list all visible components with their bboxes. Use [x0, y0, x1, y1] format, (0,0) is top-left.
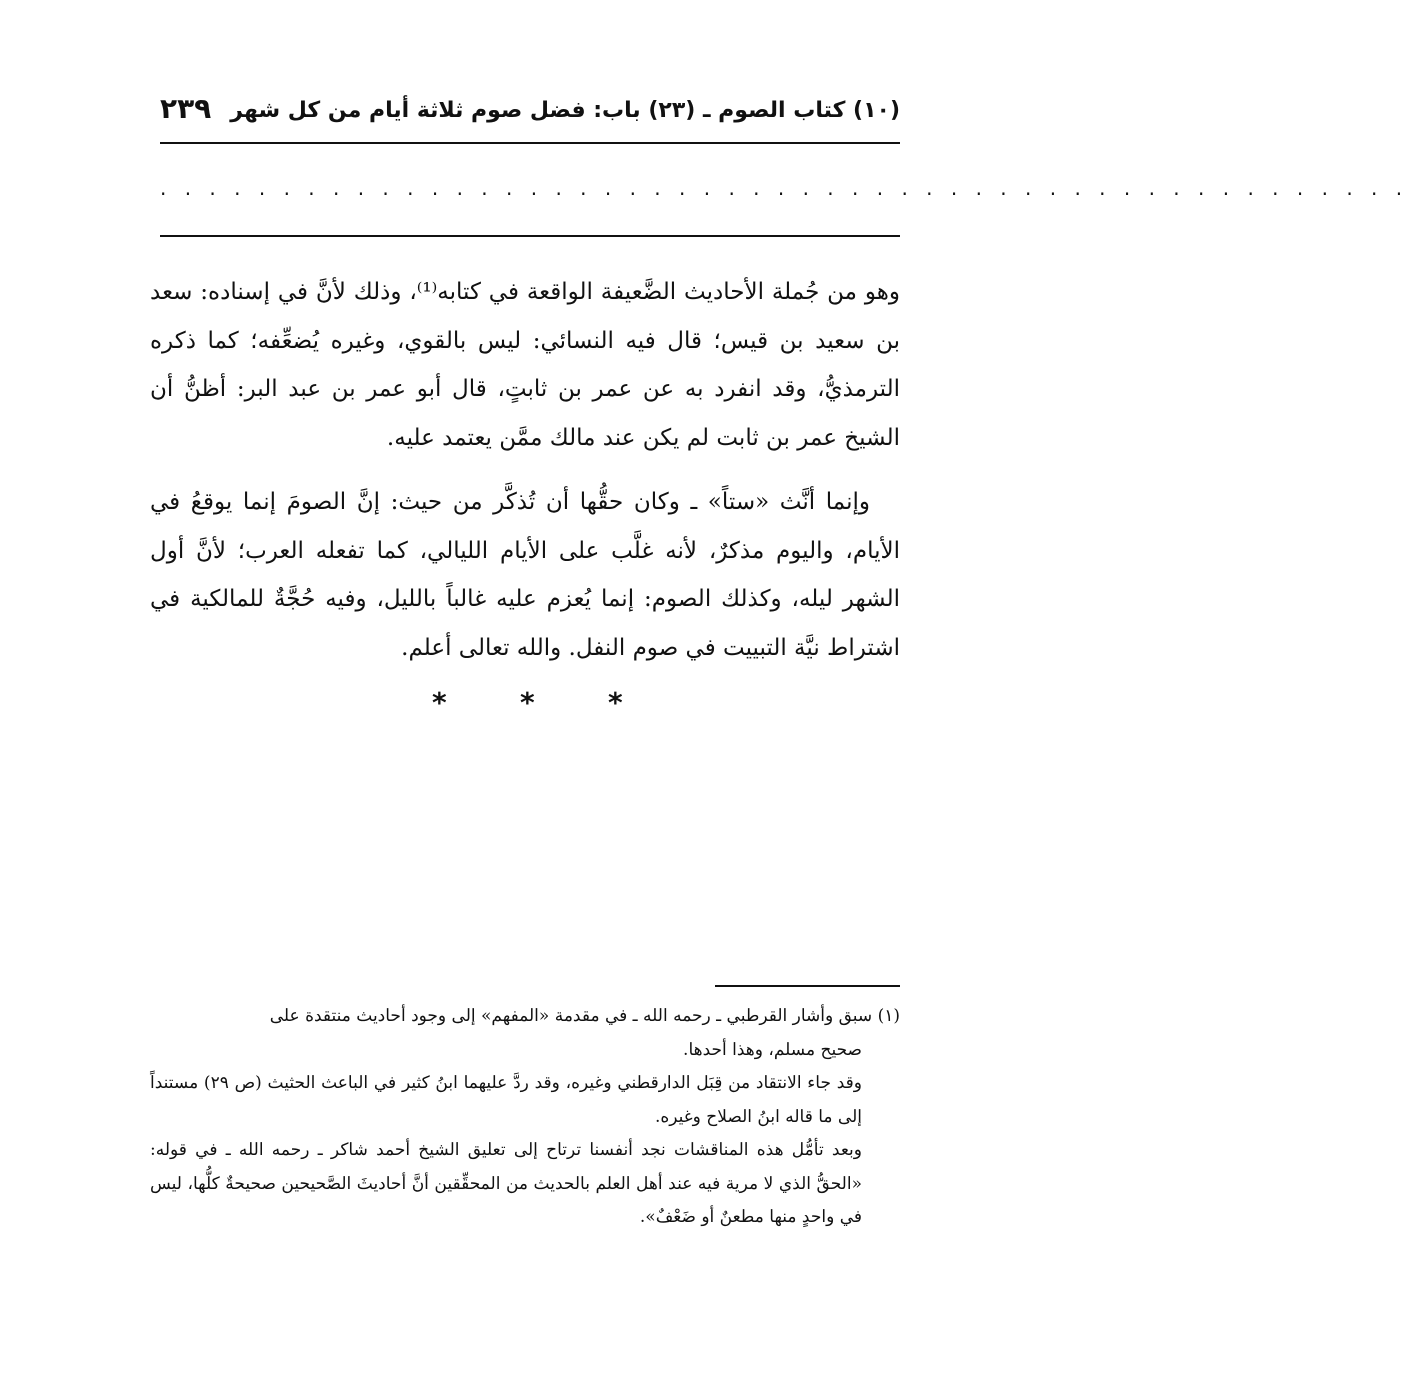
ellipsis-dots: . . . . . . . . . . . . . . . . . . . . . . . . . . . . . . . . . . . . . . . . . . . . . . . . . . . [160, 176, 1408, 200]
footnote-1-paragraph-2: وقد جاء الانتقاد من قِبَل الدارقطني وغيره، وقد ردَّ عليهما ابنُ كثير في الباعث الحثيث (ص ٢٩) مستنداً إلى ما قاله ابنُ الصلاح وغيره. [150, 1073, 862, 1127]
main-text [150, 268, 900, 672]
footnote-rule [715, 985, 900, 987]
page-number: ٢٣٩ [160, 92, 212, 125]
footnote-1-line-2: صحيح مسلم، وهذا أحدها. [683, 1039, 862, 1060]
footnotes [150, 1000, 900, 1235]
paragraph-1: وهو من جُملة الأحاديث الضَّعيفة الواقعة في كتابه⁽¹⁾، وذلك لأنَّ في إسناده: سعد بن سعيد بن قيس؛ قال فيه النسائي: ليس بالقوي، وغيره يُضعِّفه؛ كما ذكره الترمذيُّ، وقد انفرد به عن عمر بن ثابتٍ، قال أبو عمر بن عبد البر: أظنُّ أن الشيخ عمر بن ثابت لم يكن عند مالك ممَّن يعتمد عليه. [150, 279, 900, 451]
section-rule [160, 235, 900, 237]
asterisk-3: * [608, 686, 623, 719]
header-rule [160, 142, 900, 144]
section-divider [380, 686, 680, 726]
running-title: (١٠) كتاب الصوم ـ (٢٣) باب: فضل صوم ثلاثة أيام من كل شهر [230, 98, 900, 123]
footnote-1-line-1: (١) سبق وأشار القرطبي ـ رحمه الله ـ في مقدمة «المفهم» إلى وجود أحاديث منتقدة على [269, 1006, 900, 1026]
asterisk-1: * [432, 686, 447, 719]
running-head [160, 92, 900, 138]
footnote-1-paragraph-3: وبعد تأمُّل هذه المناقشات نجد أنفسنا ترتاح إلى تعليق الشيخ أحمد شاكر ـ رحمه الله ـ في قوله: «الحقُّ الذي لا مرية فيه عند أهل العلم بالحديث من المحقِّقين أنَّ أحاديثَ الصَّحيحين صحيحةٌ كلُّها، ليس في واحدٍ منها مطعنٌ أو ضَعْفٌ». [150, 1140, 862, 1227]
asterisk-2: * [520, 686, 535, 719]
paragraph-2: وإنما أنَّث «ستاً» ـ وكان حقُّها أن تُذكَّر من حيث: إنَّ الصومَ إنما يوقعُ في الأيام، واليوم مذكرٌ، لأنه غلَّب على الأيام الليالي، كما تفعله العرب؛ لأنَّ أول الشهر ليله، وكذلك الصوم: إنما يُعزم عليه غالباً بالليل، وفيه حُجَّةٌ للمالكية في اشتراط نيَّة التبييت في صوم النفل. والله تعالى أعلم. [150, 489, 900, 661]
